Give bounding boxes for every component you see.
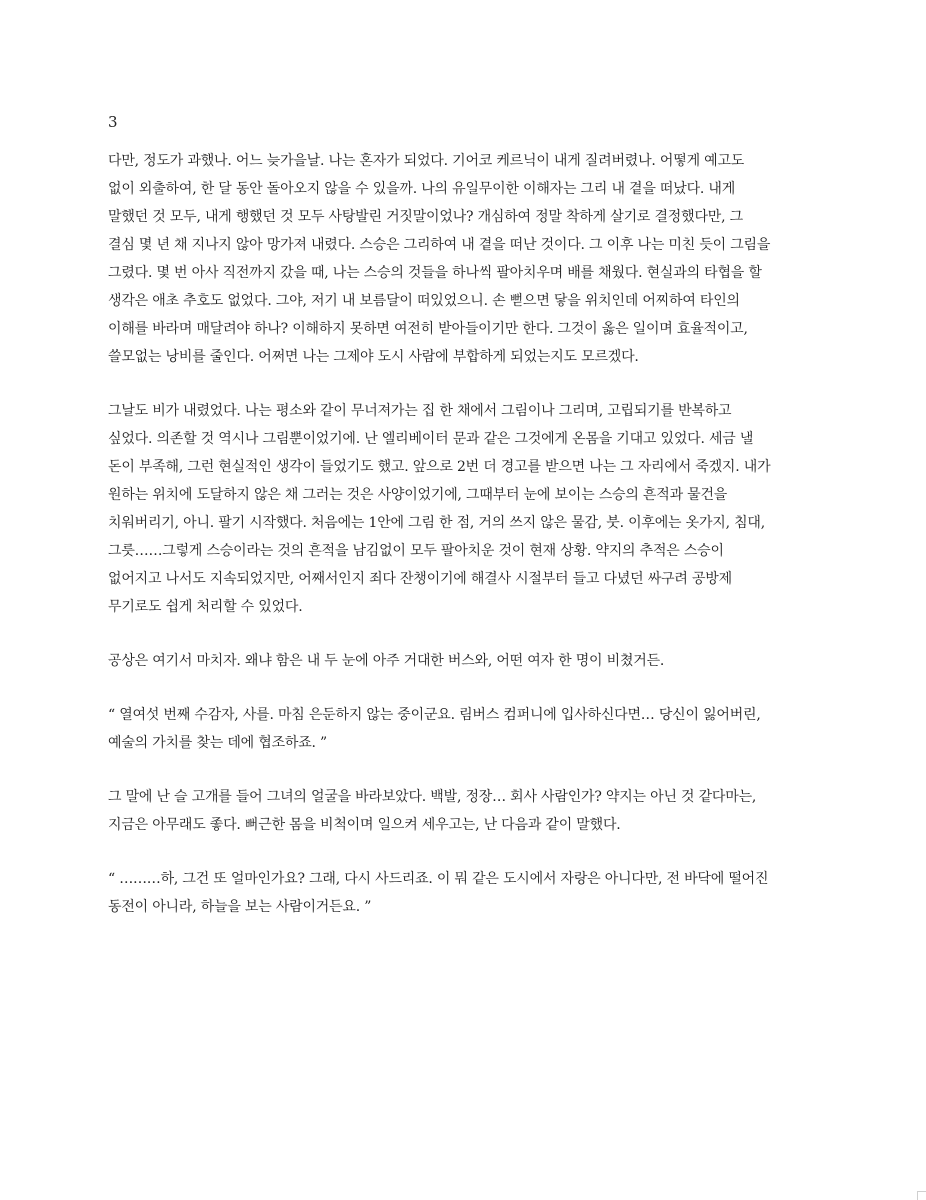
text-line: 없이 외출하여, 한 달 동안 돌아오지 않을 수 있을까. 나의 유일무이한 이해자는 그리 내 곁을 떠났다. 내게 bbox=[108, 181, 736, 197]
text-line: 말했던 것 모두, 내게 행했던 것 모두 사탕발린 거짓말이었나? 개심하여 정말 착하게 살기로 결정했다만, 그 bbox=[108, 209, 743, 225]
text-line: 원하는 위치에 도달하지 않은 채 그러는 것은 사양이었기에, 그때부터 눈에 보이는 스승의 흔적과 물건을 bbox=[108, 487, 728, 503]
text-line: 그 말에 난 슬 고개를 들어 그녀의 얼굴을 바라보았다. 백발, 정장… 회사 사람인가? 약지는 아닌 것 같다마는, bbox=[108, 789, 757, 805]
dialogue-paragraph bbox=[108, 865, 828, 921]
text-line: 지금은 아무래도 좋다. 뻐근한 몸을 비척이며 일으켜 세우고는, 난 다음과 같이 말했다. bbox=[108, 817, 621, 833]
text-line: 없어지고 나서도 지속되었지만, 어째서인지 죄다 잔챙이기에 해결사 시절부터 들고 다녔던 싸구려 공방제 bbox=[108, 571, 732, 587]
dialogue-paragraph bbox=[108, 701, 828, 757]
page-corner-mark bbox=[917, 1191, 926, 1200]
text-line: 이해를 바라며 매달려야 하나? 이해하지 못하면 여전히 받아들이기만 한다. 그것이 옳은 일이며 효율적이고, bbox=[108, 321, 748, 337]
text-line: 쓸모없는 낭비를 줄인다. 어쩌면 나는 그제야 도시 사람에 부합하게 되었는지도 모르겠다. bbox=[108, 349, 639, 365]
text-line: 그렸다. 몇 번 아사 직전까지 갔을 때, 나는 스승의 것들을 하나씩 팔아치우며 배를 채웠다. 현실과의 타협을 할 bbox=[108, 265, 762, 281]
text-line: 동전이 아니라, 하늘을 보는 사람이거든요. ” bbox=[108, 899, 372, 915]
text-line: 예술의 가치를 찾는 데에 협조하죠. ” bbox=[108, 735, 327, 751]
page-number: 3 bbox=[108, 113, 118, 131]
text-line: 생각은 애초 추호도 없었다. 그야, 저기 내 보름달이 떠있었으니. 손 뻗으면 닿을 위치인데 어찌하여 타인의 bbox=[108, 293, 740, 309]
text-line: 그릇……그렇게 스승이라는 것의 흔적을 남김없이 모두 팔아치운 것이 현재 상황. 약지의 추적은 스승이 bbox=[108, 543, 724, 559]
text-line: 싶었다. 의존할 것 역시나 그림뿐이었기에. 난 엘리베이터 문과 같은 그것에게 온몸을 기대고 있었다. 세금 낼 bbox=[108, 431, 754, 447]
body-text bbox=[108, 147, 828, 947]
text-line: 다만, 정도가 과했나. 어느 늦가을날. 나는 혼자가 되었다. 기어코 케르닉이 내게 질려버렸나. 어떻게 예고도 bbox=[108, 153, 745, 169]
text-line: 무기로도 쉽게 처리할 수 있었다. bbox=[108, 599, 303, 615]
text-line: 돈이 부족해, 그런 현실적인 생각이 들었기도 했고. 앞으로 2번 더 경고를 받으면 나는 그 자리에서 죽겠지. 내가 bbox=[108, 459, 771, 475]
paragraph bbox=[108, 147, 828, 371]
text-line: 그날도 비가 내렸었다. 나는 평소와 같이 무너져가는 집 한 채에서 그림이나 그리며, 고립되기를 반복하고 bbox=[108, 403, 732, 419]
text-line: 치워버리기, 아니. 팔기 시작했다. 처음에는 1안에 그림 한 점, 거의 쓰지 않은 물감, 붓. 이후에는 옷가지, 침대, bbox=[108, 515, 765, 531]
text-line: “ 열여섯 번째 수감자, 사를. 마침 은둔하지 않는 중이군요. 림버스 컴퍼니에 입사하신다면… 당신이 잃어버린, bbox=[108, 707, 761, 723]
paragraph bbox=[108, 397, 828, 621]
paragraph bbox=[108, 647, 828, 675]
text-line: “ ………하, 그건 또 얼마인가요? 그래, 다시 사드리죠. 이 뭐 같은 도시에서 자랑은 아니다만, 전 바닥에 떨어진 bbox=[108, 871, 769, 887]
text-line: 공상은 여기서 마치자. 왜냐 함은 내 두 눈에 아주 거대한 버스와, 어떤 여자 한 명이 비쳤거든. bbox=[108, 653, 665, 669]
paragraph bbox=[108, 783, 828, 839]
text-line: 결심 몇 년 채 지나지 않아 망가져 내렸다. 스승은 그리하여 내 곁을 떠난 것이다. 그 이후 나는 미친 듯이 그림을 bbox=[108, 237, 771, 253]
